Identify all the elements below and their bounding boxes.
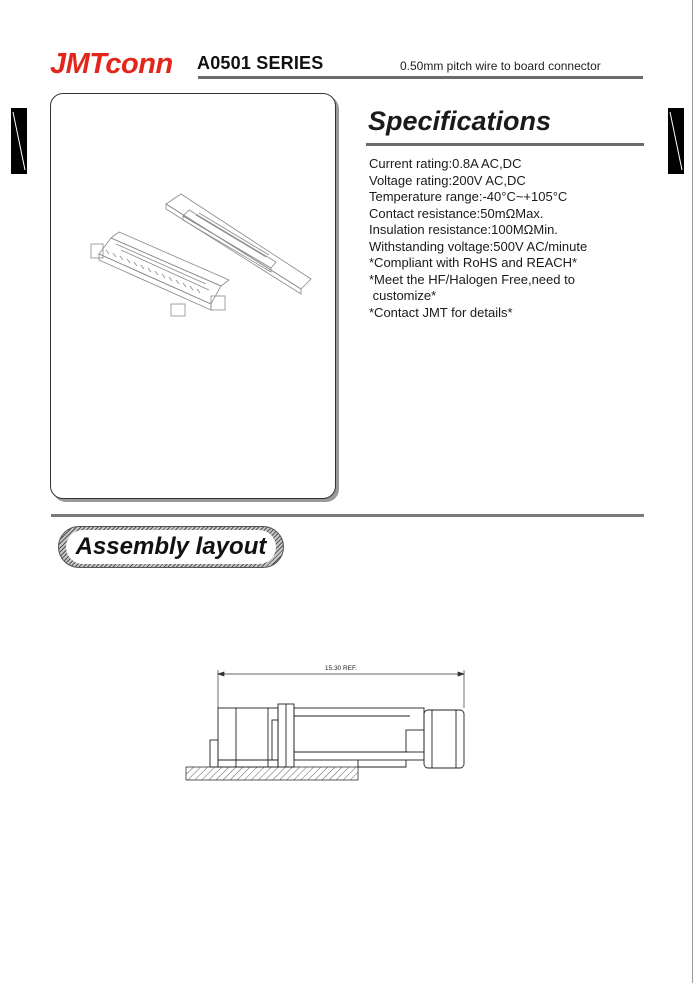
spec-item: *Compliant with RoHS and REACH* — [369, 255, 578, 270]
spec-item: Contact resistance:50mΩMax. — [369, 205, 544, 221]
spec-item: Withstanding voltage:500V AC/minute — [369, 238, 588, 254]
spec-item: customize* — [369, 288, 437, 303]
specifications-divider — [366, 143, 644, 146]
right-side-tab-mark — [668, 108, 684, 174]
spec-item: *Contact JMT for details* — [369, 304, 513, 320]
specifications-list — [369, 156, 587, 321]
dimension-label: 15.30 REF. — [324, 665, 358, 672]
spec-item: Temperature range:-40°C~+105°C — [369, 189, 568, 204]
series-title: A0501 SERIES — [197, 53, 324, 73]
connector-illustration — [71, 184, 321, 334]
right-side-tab — [668, 108, 684, 174]
left-side-tab-mark — [11, 108, 27, 174]
pcb-board — [186, 767, 358, 780]
assembly-layout-heading: Assembly layout — [75, 533, 267, 560]
left-side-tab — [11, 108, 27, 174]
plug-body — [278, 704, 464, 768]
spec-item: Current rating:0.8A AC,DC — [369, 156, 522, 171]
header-divider — [198, 76, 643, 79]
section-divider — [51, 514, 644, 517]
spec-item: Voltage rating:200V AC,DC — [369, 172, 526, 188]
spec-item: *Meet the HF/Halogen Free,need to — [369, 271, 575, 287]
spec-item: Insulation resistance:100MΩMin. — [369, 222, 558, 237]
assembly-drawing — [180, 660, 480, 790]
product-image-frame — [50, 93, 336, 499]
brand-logo: JMTconn — [50, 48, 173, 80]
product-subtitle: 0.50mm pitch wire to board connector — [400, 59, 601, 73]
receptacle-body — [210, 708, 278, 767]
dimension-line — [218, 670, 464, 708]
specifications-heading: Specifications — [368, 106, 552, 136]
page-edge-line — [692, 0, 693, 983]
